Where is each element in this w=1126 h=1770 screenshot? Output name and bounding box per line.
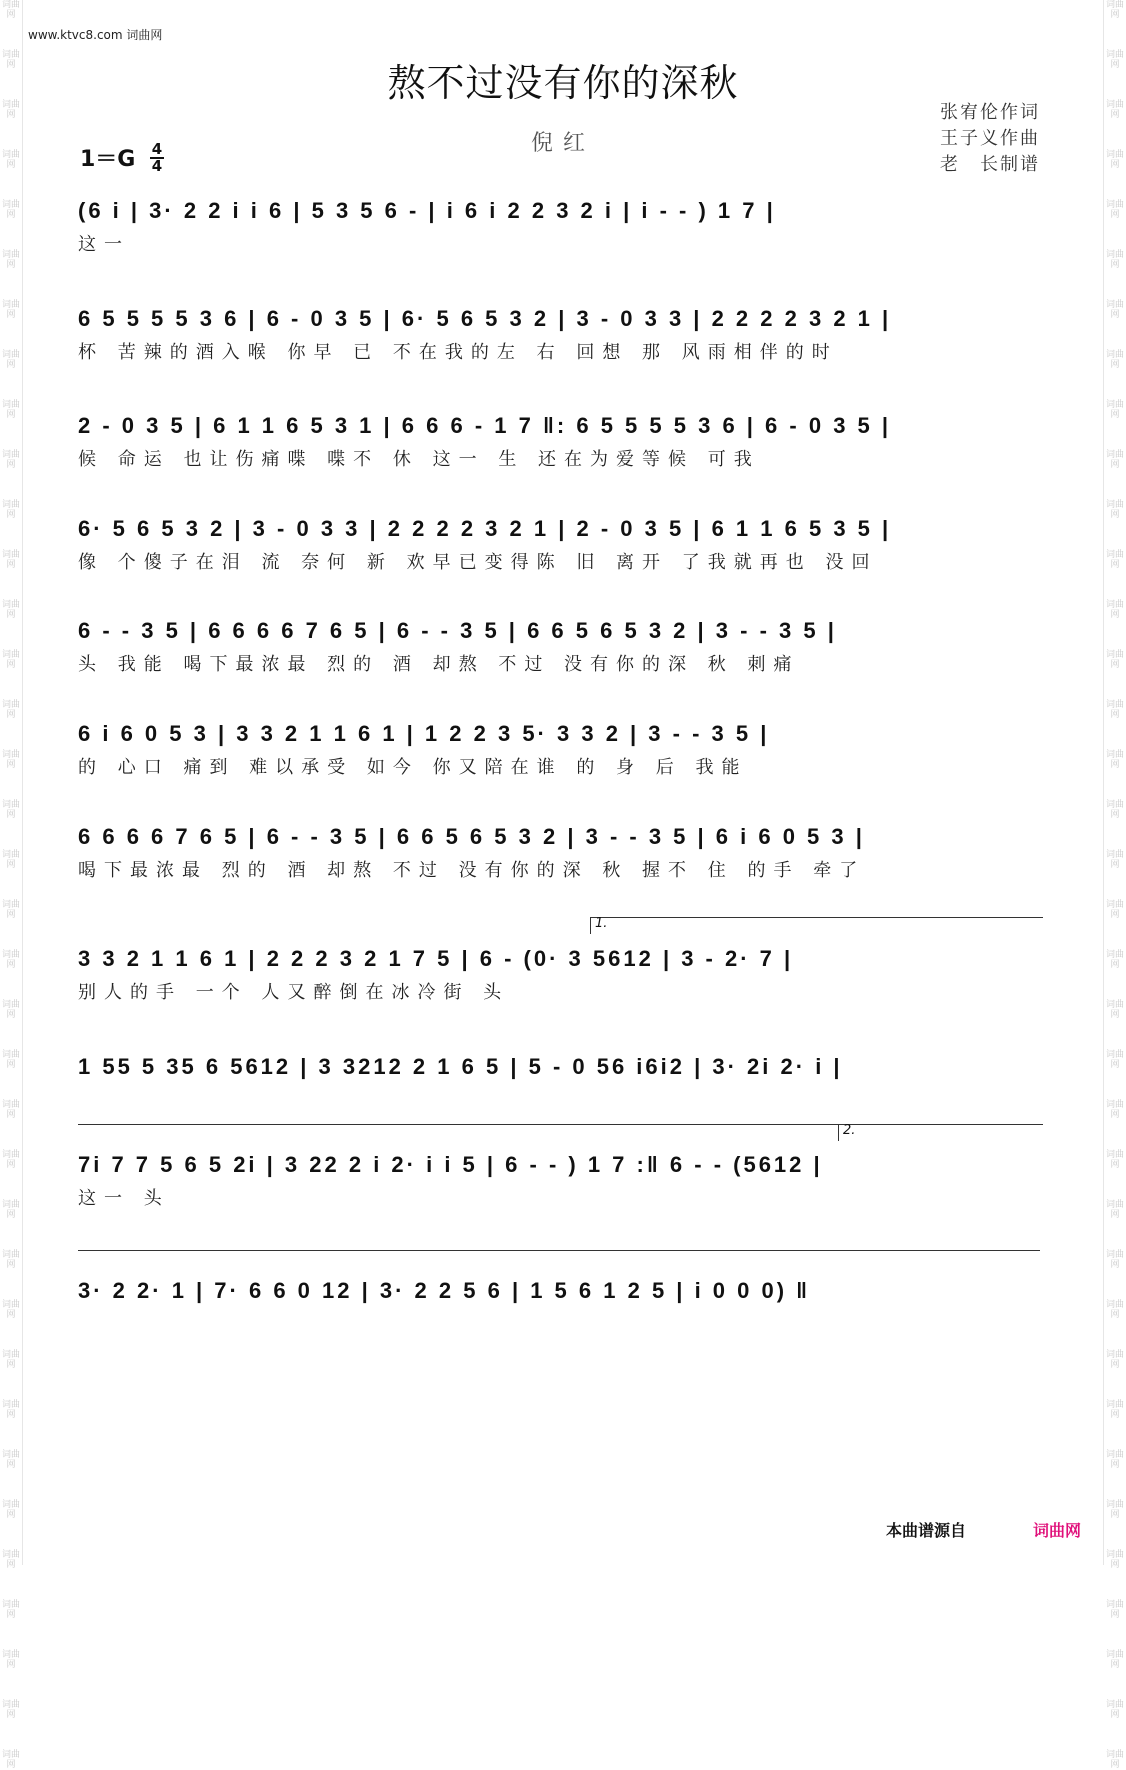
watermark-text: 词曲网 bbox=[1, 1050, 20, 1070]
lyrics-line: 的 心口 痛到 难以承受 如今 你又陪在谁 的 身 后 我能 bbox=[78, 757, 748, 778]
watermark-text: 词曲网 bbox=[1, 100, 20, 120]
watermark-text: 词曲网 bbox=[1, 0, 20, 20]
watermark-text: 词曲网 bbox=[1105, 1100, 1124, 1120]
watermark-text: 词曲网 bbox=[1, 1750, 20, 1770]
footer-site-link[interactable]: 词曲网 bbox=[1033, 1521, 1082, 1540]
lyrics-line: 这一 bbox=[78, 234, 130, 255]
watermark-text: 词曲网 bbox=[1, 200, 20, 220]
notes-line: 6 i 6 0 5 3 | 3 3 2 1 1 6 1 | 1 2 2 3 5· 3 3 2 | 3 - - 3 5 | bbox=[78, 721, 770, 746]
lyrics-line: 杯 苦辣的酒入喉 你早 已 不在我的左 右 回想 那 风雨相伴的时 bbox=[78, 342, 838, 363]
watermark-text: 词曲网 bbox=[1105, 300, 1124, 320]
watermark-text: 词曲网 bbox=[1, 600, 20, 620]
watermark-text: 词曲网 bbox=[1, 1100, 20, 1120]
watermark-text: 词曲网 bbox=[1, 550, 20, 570]
song-title: 熬不过没有你的深秋 bbox=[387, 61, 739, 105]
lyricist-credit: 张宥伦作词 bbox=[940, 102, 1040, 123]
time-signature bbox=[150, 142, 164, 174]
notes-line: 1 55 5 35 6 5612 | 3 3212 2 1 6 5 | 5 - 0 56 i6i2 | 3· 2i 2· i | bbox=[78, 1054, 843, 1079]
watermark-text: 词曲网 bbox=[1, 350, 20, 370]
watermark-text: 词曲网 bbox=[1, 900, 20, 920]
watermark-text: 词曲网 bbox=[1, 850, 20, 870]
watermark-text: 词曲网 bbox=[1105, 1600, 1124, 1620]
watermark-text: 词曲网 bbox=[1, 1400, 20, 1420]
watermark-text: 词曲网 bbox=[1105, 1450, 1124, 1470]
watermark-text: 词曲网 bbox=[1105, 550, 1124, 570]
watermark-text: 词曲网 bbox=[1105, 1000, 1124, 1020]
watermark-text: 词曲网 bbox=[1105, 950, 1124, 970]
watermark-text: 词曲网 bbox=[1, 1200, 20, 1220]
score-system-3 bbox=[78, 407, 1046, 475]
site-header: www.ktvc8.com 词曲网 bbox=[28, 28, 163, 42]
notes-line: 3 3 2 1 1 6 1 | 2 2 2 3 2 1 7 5 | 6 - (0· 3 5612 | 3 - 2· 7 | bbox=[78, 946, 794, 971]
volta-2-label: 2. bbox=[843, 1123, 856, 1138]
lyrics-line: 候 命运 也让伤痛喋 喋不 休 这一 生 还在为爱等候 可我 bbox=[78, 449, 760, 470]
watermark-text: 词曲网 bbox=[1105, 1050, 1124, 1070]
notes-line: 6· 5 6 5 3 2 | 3 - 0 3 3 | 2 2 2 2 3 2 1 | 2 - 0 3 5 | 6 1 1 6 5 3 5 | bbox=[78, 516, 892, 541]
volta-2-extension bbox=[78, 1250, 1040, 1251]
time-signature-top: 4 bbox=[151, 140, 163, 158]
score-system-2 bbox=[78, 300, 1046, 368]
score-system-10 bbox=[78, 1146, 1046, 1214]
watermark-text: 词曲网 bbox=[1105, 350, 1124, 370]
watermark-text: 词曲网 bbox=[1105, 0, 1124, 20]
lyrics-line bbox=[78, 1086, 1046, 1116]
watermark-text: 词曲网 bbox=[1, 250, 20, 270]
lyrics-line: 这一 头 bbox=[78, 1188, 170, 1209]
watermark-text: 词曲网 bbox=[1105, 150, 1124, 170]
watermark-text: 词曲网 bbox=[1105, 1700, 1124, 1720]
watermark-text: 词曲网 bbox=[1, 1600, 20, 1620]
watermark-text: 词曲网 bbox=[1, 1700, 20, 1720]
watermark-text: 词曲网 bbox=[1105, 1750, 1124, 1770]
score-system-1 bbox=[78, 192, 1046, 260]
composer-credit: 王子义作曲 bbox=[940, 128, 1040, 149]
watermark-text: 词曲网 bbox=[1105, 100, 1124, 120]
lyrics-line: 像 个傻子在泪 流 奈何 新 欢早已变得陈 旧 离开 了我就再也 没回 bbox=[78, 552, 878, 573]
score-system-9 bbox=[78, 1048, 1046, 1116]
notes-line: 3· 2 2· 1 | 7· 6 6 0 12 | 3· 2 2 5 6 | 1 5 6 1 2 5 | i 0 0 0) ‖ bbox=[78, 1278, 811, 1303]
watermark-text: 词曲网 bbox=[1, 1000, 20, 1020]
watermark-text: 词曲网 bbox=[1, 1650, 20, 1670]
notes-line: 7i 7 7 5 6 5 2i | 3 22 2 i 2· i i 5 | 6 - - ) 1 7 :‖ 6 - - (5612 | bbox=[78, 1152, 823, 1177]
time-signature-bottom: 4 bbox=[151, 157, 163, 175]
watermark-text: 词曲网 bbox=[1105, 600, 1124, 620]
watermark-text: 词曲网 bbox=[1105, 1400, 1124, 1420]
watermark-text: 词曲网 bbox=[1105, 400, 1124, 420]
watermark-text: 词曲网 bbox=[1105, 1150, 1124, 1170]
notes-line: 6 - - 3 5 | 6 6 6 6 7 6 5 | 6 - - 3 5 | 6 6 5 6 5 3 2 | 3 - - 3 5 | bbox=[78, 618, 837, 643]
watermark-text: 词曲网 bbox=[1105, 50, 1124, 70]
watermark-text: 词曲网 bbox=[1105, 450, 1124, 470]
watermark-text: 词曲网 bbox=[1, 800, 20, 820]
watermark-text: 词曲网 bbox=[1, 300, 20, 320]
score-system-8 bbox=[78, 940, 1046, 1008]
transcriber-credit: 老 长制谱 bbox=[940, 154, 1040, 175]
watermark-text: 词曲网 bbox=[1, 1450, 20, 1470]
watermark-text: 词曲网 bbox=[1105, 250, 1124, 270]
volta-2-bracket bbox=[838, 1124, 1043, 1141]
watermark-text: 词曲网 bbox=[1105, 1550, 1124, 1570]
watermark-text: 词曲网 bbox=[1, 1550, 20, 1570]
credits bbox=[940, 100, 1040, 178]
watermark-text: 词曲网 bbox=[1105, 800, 1124, 820]
watermark-text: 词曲网 bbox=[1, 750, 20, 770]
watermark-text: 词曲网 bbox=[1, 1350, 20, 1370]
watermark-text: 词曲网 bbox=[1, 1250, 20, 1270]
watermark-text: 词曲网 bbox=[1105, 850, 1124, 870]
watermark-text: 词曲网 bbox=[1, 700, 20, 720]
watermark-text: 词曲网 bbox=[1, 650, 20, 670]
watermark-text: 词曲网 bbox=[1, 50, 20, 70]
notes-line: (6 i | 3· 2 2 i i 6 | 5 3 5 6 - | i 6 i 2 2 3 2 i | i - - ) 1 7 | bbox=[78, 198, 776, 223]
watermark-text: 词曲网 bbox=[1105, 1200, 1124, 1220]
lyrics-line bbox=[78, 1310, 1046, 1340]
watermark-text: 词曲网 bbox=[1105, 500, 1124, 520]
left-watermark-strip bbox=[0, 0, 23, 1770]
score-system-11 bbox=[78, 1272, 1046, 1340]
watermark-text: 词曲网 bbox=[1105, 1650, 1124, 1670]
watermark-text: 词曲网 bbox=[1, 1150, 20, 1170]
notes-line: 6 6 6 6 7 6 5 | 6 - - 3 5 | 6 6 5 6 5 3 2 | 3 - - 3 5 | 6 i 6 0 5 3 | bbox=[78, 824, 865, 849]
right-watermark-strip bbox=[1103, 0, 1126, 1770]
watermark-text: 词曲网 bbox=[1, 1500, 20, 1520]
watermark-text: 词曲网 bbox=[1, 450, 20, 470]
score-system-6 bbox=[78, 715, 1046, 783]
watermark-text: 词曲网 bbox=[1105, 1500, 1124, 1520]
key-signature: 1＝G bbox=[80, 147, 136, 172]
watermark-text: 词曲网 bbox=[1, 150, 20, 170]
watermark-text: 词曲网 bbox=[1105, 900, 1124, 920]
lyrics-line: 喝下最浓最 烈的 酒 却熬 不过 没有你的深 秋 握不 住 的手 牵了 bbox=[78, 860, 866, 881]
watermark-text: 词曲网 bbox=[1, 500, 20, 520]
score-system-5 bbox=[78, 612, 1046, 680]
lyrics-line: 头 我能 喝下最浓最 烈的 酒 却熬 不过 没有你的深 秋 刺痛 bbox=[78, 654, 800, 675]
watermark-text: 词曲网 bbox=[1105, 750, 1124, 770]
watermark-text: 词曲网 bbox=[1, 950, 20, 970]
watermark-text: 词曲网 bbox=[1105, 1250, 1124, 1270]
watermark-text: 词曲网 bbox=[1105, 1300, 1124, 1320]
notes-line: 6 5 5 5 5 3 6 | 6 - 0 3 5 | 6· 5 6 5 3 2 | 3 - 0 3 3 | 2 2 2 2 3 2 1 | bbox=[78, 306, 892, 331]
watermark-text: 词曲网 bbox=[1, 400, 20, 420]
watermark-text: 词曲网 bbox=[1105, 1350, 1124, 1370]
volta-1-bracket bbox=[590, 917, 1043, 934]
singer-name: 倪红 bbox=[530, 131, 595, 156]
volta-1-label: 1. bbox=[595, 916, 608, 931]
watermark-text: 词曲网 bbox=[1, 1300, 20, 1320]
lyrics-line: 别人的手 一个 人又醉倒在冰冷街 头 bbox=[78, 982, 510, 1003]
score-system-4 bbox=[78, 510, 1046, 578]
score-system-7 bbox=[78, 818, 1046, 886]
notes-line: 2 - 0 3 5 | 6 1 1 6 5 3 1 | 6 6 6 - 1 7 ‖: 6 5 5 5 5 3 6 | 6 - 0 3 5 | bbox=[78, 413, 892, 438]
footer-source-label: 本曲谱源自 bbox=[886, 1521, 967, 1540]
watermark-text: 词曲网 bbox=[1105, 200, 1124, 220]
watermark-text: 词曲网 bbox=[1105, 650, 1124, 670]
watermark-text: 词曲网 bbox=[1105, 700, 1124, 720]
